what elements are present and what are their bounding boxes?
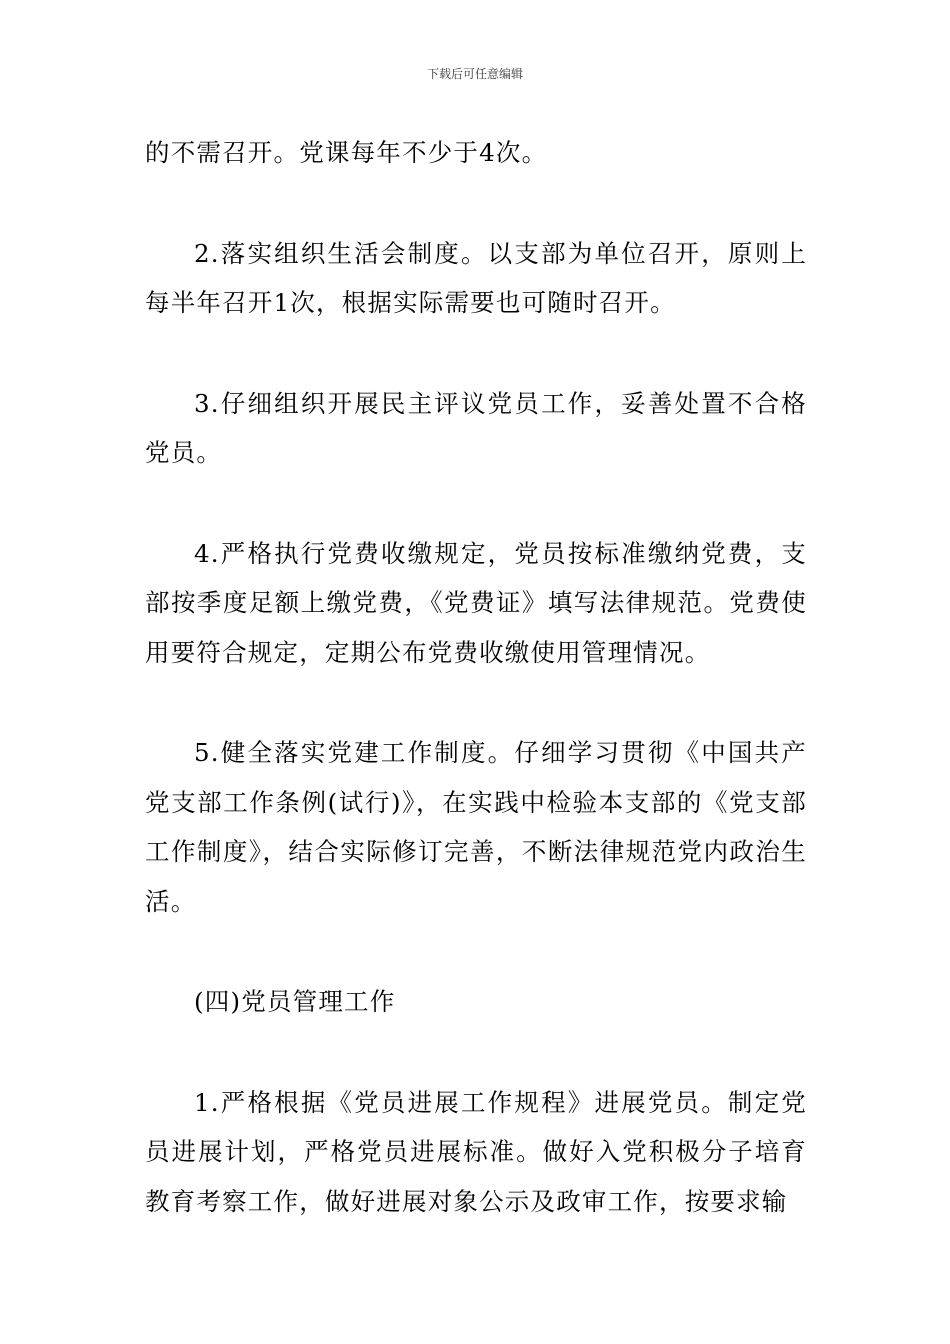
section-heading-member-management: (四)党员管理工作 [194,987,396,1016]
document-body [145,128,807,1277]
paragraph-organizational-life: 2.落实组织生活会制度。以支部为单位召开，原则上每半年召开1次，根据实际需要也可随时召开。 [145,238,807,317]
paragraph-member-evaluation: 3.仔细组织开展民主评议党员工作，妥善处置不合格党员。 [145,388,807,467]
paragraph-party-building-system: 5.健全落实党建工作制度。仔细学习贯彻《中国共产党支部工作条例(试行)》，在实践中检验本支部的《党支部工作制度》，结合实际修订完善，不断法律规范党内政治生活。 [145,738,807,916]
paragraph-party-dues: 4.严格执行党费收缴规定，党员按标准缴纳党费，支部按季度足额上缴党费，《党费证》填写法律规范。党费使用要符合规定，定期公布党费收缴使用管理情况。 [145,538,807,667]
page-header: 下载后可任意编辑 [426,67,523,81]
paragraph-meeting-frequency: 的不需召开。党课每年不少于4次。 [145,138,548,167]
paragraph-member-development: 1.严格根据《党员进展工作规程》进展党员。制定党员进展计划，严格党员进展标准。做好入党积极分子培育教育考察工作，做好进展对象公示及政审工作，按要求输 [145,1087,807,1216]
